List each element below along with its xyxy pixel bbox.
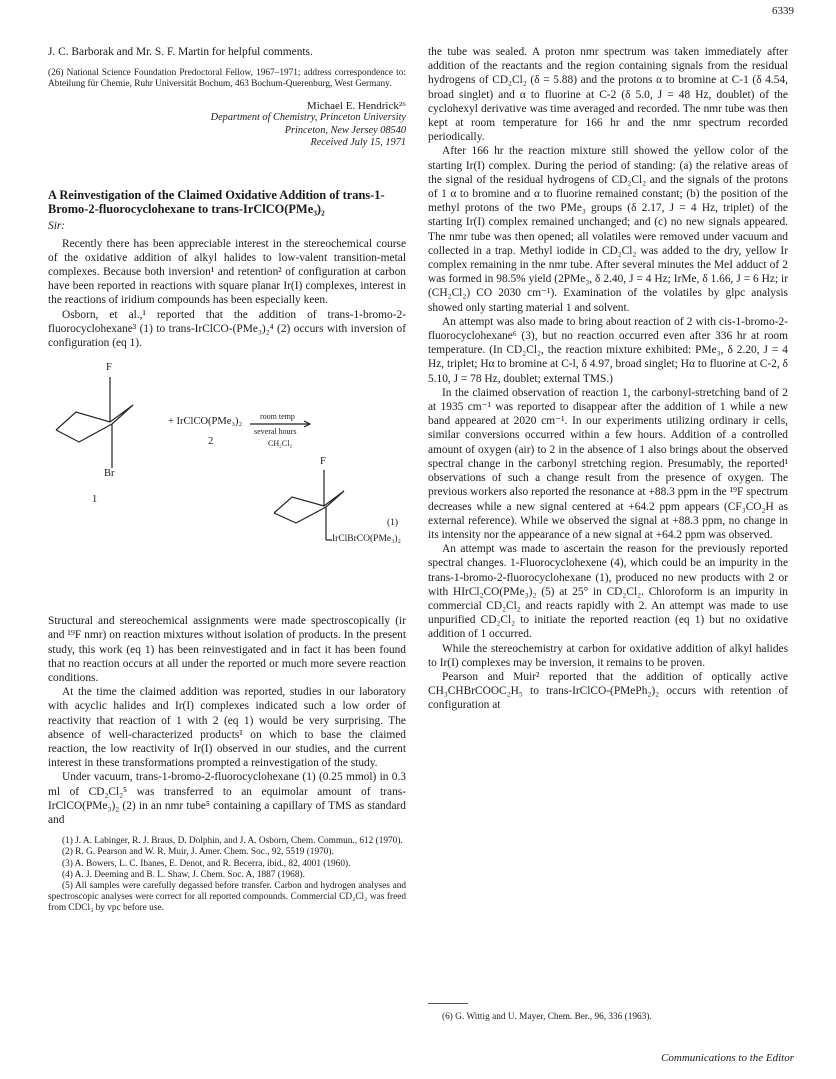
paragraph-5: Under vacuum, trans-1-bromo-2-fluorocyclohexane (1) (0.25 mmol) in 0.3 ml of CD₂Cl₂⁵ was transferred to an equimolar amount of trans-IrClCO(PMe₃)₂ (2) in an nmr tube⁵ containing a capillary of TMS as standard and (48, 771, 406, 827)
footnote-rule (428, 1003, 468, 1004)
right-paragraph-7: Pearson and Muir² reported that the addition of optically active CH₃CHBrCOOC₂H₅ to trans-IrClCO-(PMePh₂)₂ occurs with retention of configuration at (428, 670, 788, 712)
right-paragraph-3: An attempt was also made to bring about reaction of 2 with cis-1-bromo-2-fluorocyclohexane⁶ (3), but no reaction occurred even after 336 hr at room temperature. (In CD₂Cl₂, the reaction mixture exhibited: PMe₃, δ 2.20, J = 4 Hz, triplet; Hα to bromine at C-l, δ 4.97, broad singlet; Hα to fluorine at C-2, δ 5.10, J = 78 Hz, doublet; external TMS.) (428, 315, 788, 385)
compound-label-1: 1 (92, 494, 98, 506)
condition-solvent: CH₂Cl₂ (268, 439, 293, 449)
atom-f-product: F (320, 456, 326, 468)
paragraph-4: At the time the claimed addition was reported, studies in our laboratory with acyclic halides and Ir(I) complexes indicated such a low order of reactivity that reaction of 1 with 2 (eq 1) would be very surprising. The absence of well-characterized products¹ on which to base the claimed reaction, the low reactivity of Ir(I) observed in our studies, and the current interest in these transformations prompted a reinvestigation of the study. (48, 686, 406, 770)
affiliation-line-2: Princeton, New Jersey 08540 (284, 124, 406, 136)
salutation: Sir: (48, 220, 66, 233)
reaction-scheme (48, 350, 406, 614)
paragraph-3: Structural and stereochemical assignments were made spectroscopically (ir and ¹⁹F nmr) on reaction mixtures without isolation of products. In the present study, this work (eq 1) has been reinvestigated and in fact it has been found that no reaction occurs at all under the reported or much more severe reaction conditions. (48, 615, 406, 685)
product-ring (274, 491, 344, 523)
condition-time: several hours (254, 427, 297, 437)
compound-label-2: 2 (208, 436, 214, 448)
atom-f-reactant: F (106, 362, 112, 374)
journal-section-footer: Communications to the Editor (661, 1052, 794, 1064)
article-title: A Reinvestigation of the Claimed Oxidative Addition of trans-1-Bromo-2-fluorocyclohexane to trans-IrClCO(PMe₃)₂ (48, 187, 385, 217)
references (48, 836, 406, 914)
reference-1: (1) J. A. Labinger, R. J. Braus, D. Dolphin, and J. A. Osborn, Chem. Commun., 612 (1970). (62, 836, 403, 847)
right-paragraph-2: After 166 hr the reaction mixture still showed the yellow color of the starting Ir(I) complex. During the period of standing: (a) the relative areas of the signal of the residual hydrogens of CD₂Cl₂ and the signals of the protons of 1 α to bromine and α to fluorine remained constant; (b) the position of the methyl protons of the two PMe₃ groups (δ 2.17, J = 4 Hz, triplet) of the starting Ir(I) complex remained unchanged; and (c) no new signals appeared. The nmr tube was then opened; all volatiles were removed under vacuum and collected in a trap. Methyl iodide in CD₂Cl₂ was added to the dry, yellow Ir complex remaining in the nmr tube. After several minutes the MeI adduct of 2 was formed in 98.5% yield (2PMe₃, δ 2.40, J = 4 Hz; IrMe, δ 1.66, J = 6 Hz; ir (CH₂Cl₂) CO 2030 cm⁻¹). Examination of the volatiles by glpc analysis showed only starting material 1 and solvent. (428, 145, 788, 314)
equation-number: (1) (387, 518, 399, 529)
reactant-ring (56, 405, 133, 442)
reference-5: (5) All samples were carefully degassed before transfer. Carbon and hydrogen analyses and spectroscopic analyses were correct for all reported compounds. Commercial CD₂Cl₂ was freed from CDCl₃ by vpc before use. (48, 881, 406, 914)
signature-block (48, 100, 406, 150)
author-name: Michael E. Hendrick²⁶ (306, 99, 406, 112)
page-number: 6339 (772, 5, 794, 17)
received-date: Received July 15, 1971 (310, 137, 406, 149)
reference-2: (2) R. G. Pearson and W. R. Muir, J. Amer. Chem. Soc., 92, 5519 (1970). (62, 847, 334, 858)
right-column (428, 45, 788, 713)
reference-3: (3) A. Bowers, L. C. Ibanes, E. Denot, and R. Becerra, ibid., 82, 4001 (1960). (62, 858, 351, 869)
condition-temperature: room temp (260, 412, 295, 422)
reagent-formula: + IrClCO(PMe₃)₂ (168, 416, 243, 428)
paragraph-1: Recently there has been appreciable interest in the stereochemical course of the oxidative addition of alkyl halides to low-valent transition-metal complexes. Because both inversion¹ and retention² of configuration at carbon have been reported in reactions with square planar Ir(I) complexes, interest in the reactions of iridium compounds has been especially keen. (48, 237, 406, 307)
left-column (48, 45, 406, 915)
product-formula: IrClBrCO(PMe₃)₂ (332, 534, 401, 545)
right-paragraph-4: In the claimed observation of reaction 1, the carbonyl-stretching band of 2 at 1935 cm⁻¹ was reported to disappear after the addition of 1 while a new band appeared at 2020 cm⁻¹. In our experiments utilizing ordinary ir cells, similar conversions occurred within a few hours. Addition of a controlled amount of oxygen (air) to 2 in the absence of 1 also brings about the observed spectral change in the carbonyl stretching region. Presumably, the reported¹ observations of such a change result from the presence of oxygen. The previous workers also reported the resonance at +88.3 ppm in the ¹⁹F spectrum decreases while a new signal centered at +64.2 ppm appears (CF₃CO₂H as external reference). While we observed the signal at +88.3 ppm, no change in its intensity nor the appearance of a new signal at +64.2 ppm was observed. (428, 386, 788, 541)
right-paragraph-1: the tube was sealed. A proton nmr spectrum was taken immediately after addition of the reactants and the region containing signals from the residual hydrogens of CD₂Cl₂ (δ = 5.88) and the protons α to bromine at C-1 (δ 4.54, broad singlet) and α to fluorine at C-2 (δ 5.0, J = 48 Hz, doublet) of the cyclohexyl derivative was time averaged and recorded. The nmr tube was then kept at room temperature for 166 hr and the nmr spectrum recorded periodically. (428, 46, 788, 144)
atom-br: Br (104, 468, 115, 480)
right-paragraph-6: While the stereochemistry at carbon for oxidative addition of alkyl halides to Ir(I) complexes may be inversion, it remains to be proven. (428, 642, 788, 669)
reaction-scheme-drawing (48, 350, 406, 614)
right-paragraph-5: An attempt was made to ascertain the reason for the previously reported spectral changes. 1-Fluorocyclohexene (4), which could be an impurity in the trans-1-bromo-2-fluorocyclohexane (1), produced no new products with 2 or with HIrCl₂CO(PMe₃)₂ (5) at 25° in CD₂Cl₂. Chloroform is an impurity in commercial CD₂Cl₂ and reacts rapidly with 2. An attempt was made to use unpurified CD₂Cl₂ to initiate the reported reaction (eq 1) but no oxidative addition of 1 occurred. (428, 543, 788, 641)
footnote-26: (26) National Science Foundation Predoctoral Fellow, 1967–1971; address correspondence to: Abteilung für Chemie, Ruhr Universität Bochum, 463 Bochum-Querenburg, West Germany. (48, 68, 406, 90)
reference-6: (6) G. Wittig and U. Mayer, Chem. Ber., 96, 336 (1963). (442, 1012, 652, 1022)
affiliation-line-1: Department of Chemistry, Princeton University (210, 112, 406, 124)
reference-4: (4) A. J. Deeming and B. L. Shaw, J. Chem. Soc. A, 1887 (1968). (62, 869, 305, 880)
paragraph-2: Osborn, et al.,¹ reported that the addition of trans-1-bromo-2-fluorocyclohexane³ (1) to trans-IrClCO-(PMe₃)₂⁴ (2) occurs with inversion of configuration (eq 1). (48, 308, 406, 350)
acknowledgment: J. C. Barborak and Mr. S. F. Martin for helpful comments. (48, 46, 313, 58)
